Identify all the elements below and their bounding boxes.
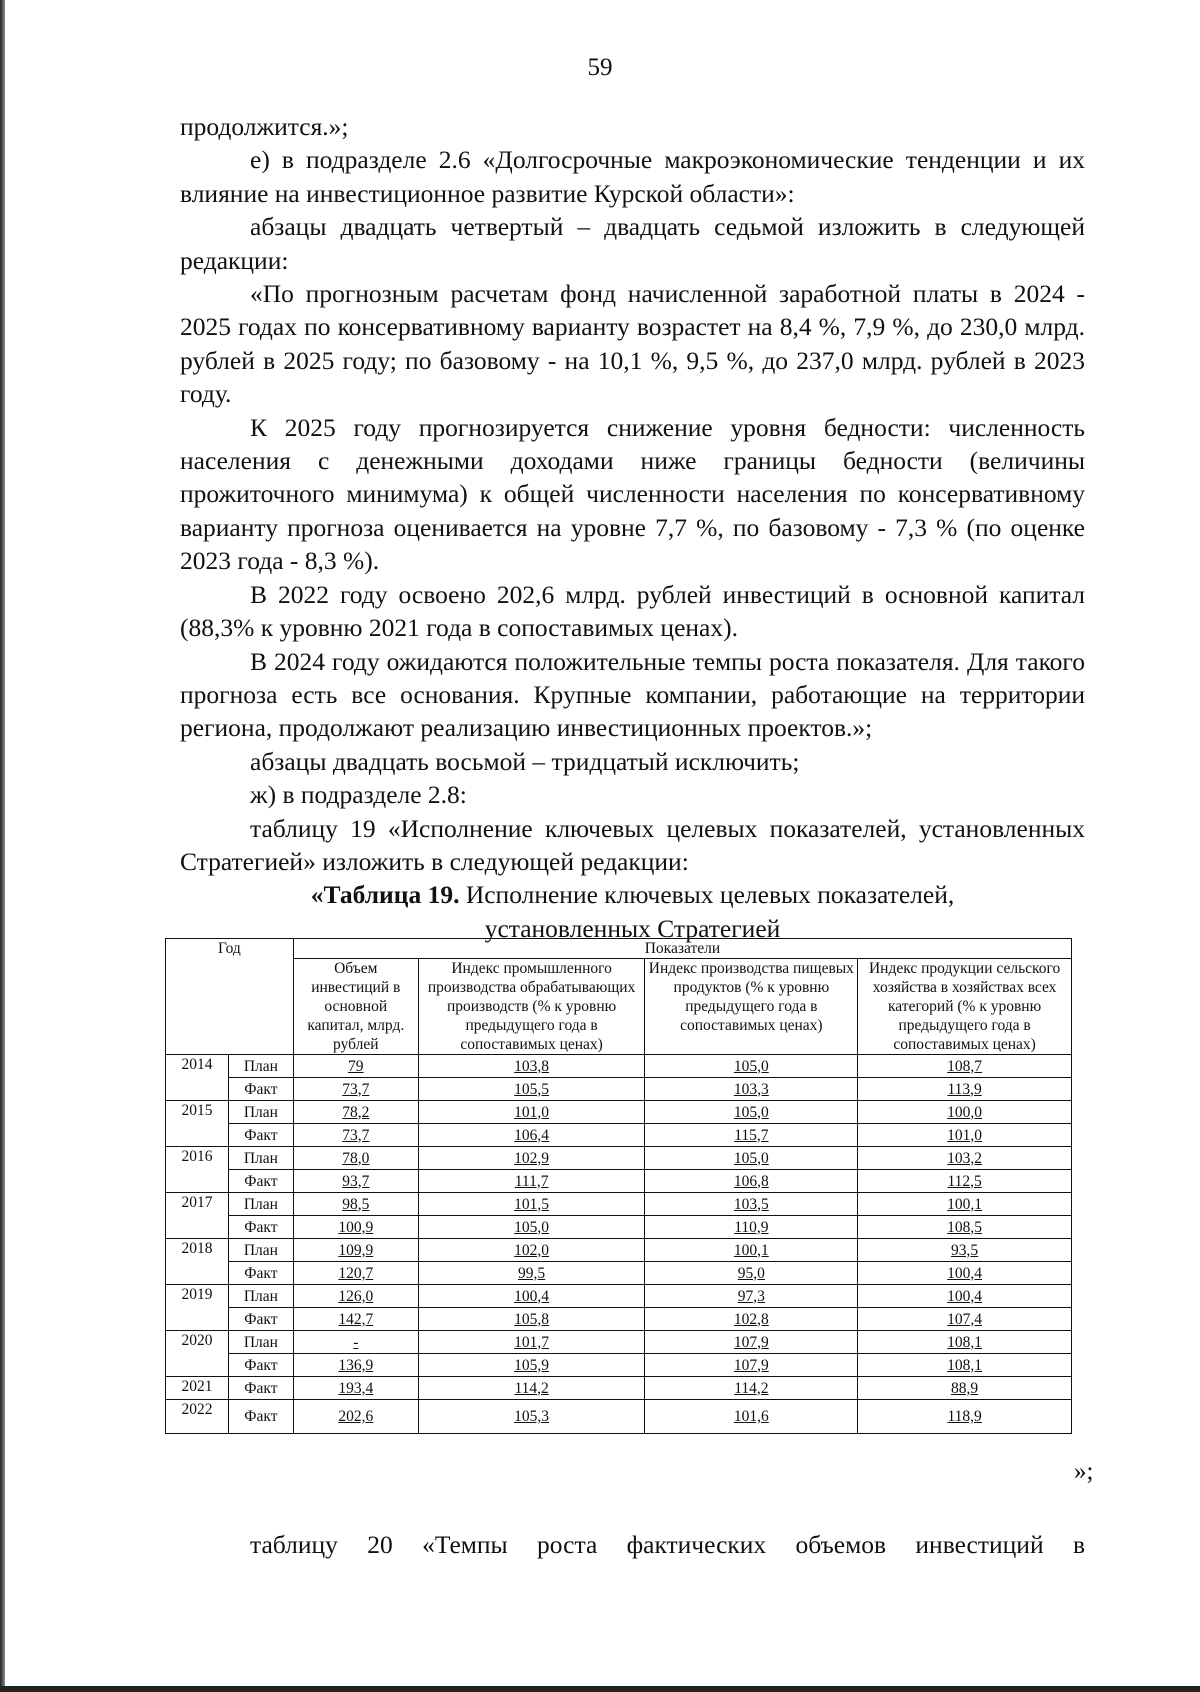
- value-cell: -: [293, 1331, 418, 1354]
- table-row: [166, 1285, 1072, 1308]
- scan-edge: [0, 0, 5, 1692]
- value-cell: 114,2: [418, 1377, 645, 1400]
- value-cell: 97,3: [645, 1285, 858, 1308]
- plan-fact-cell: Факт: [228, 1124, 293, 1147]
- body-text: [180, 110, 1085, 945]
- value-cell: 108,1: [858, 1354, 1072, 1377]
- value-cell: 120,7: [293, 1262, 418, 1285]
- value-cell: 115,7: [645, 1124, 858, 1147]
- value-cell: 109,9: [293, 1239, 418, 1262]
- value-cell: 105,0: [645, 1147, 858, 1170]
- table-caption-line1: Исполнение ключевых целевых показателей,: [459, 880, 955, 910]
- table-caption-line2: установленных Стратегией: [484, 913, 781, 943]
- value-cell: 126,0: [293, 1285, 418, 1308]
- value-cell: 88,9: [858, 1377, 1072, 1400]
- scan-bottom-edge: [0, 1686, 1200, 1692]
- paragraph: К 2025 году прогнозируется снижение уровня бедности: численность населения с денежными доходами ниже границы бедности (величины прожиточного минимума) к общей численности населения по консервативному варианту прогноза оценивается на уровне 7,7 %, по базовому - 7,3 % (по оценке 2023 года - 8,3 %).: [180, 412, 1085, 576]
- closing-quote: »;: [1074, 1458, 1094, 1485]
- value-cell: 108,7: [858, 1055, 1072, 1078]
- value-cell: 100,9: [293, 1216, 418, 1239]
- year-cell: 2021: [166, 1377, 229, 1400]
- value-cell: 93,7: [293, 1170, 418, 1193]
- value-cell: 193,4: [293, 1377, 418, 1400]
- column-header: Индекс производства пищевых продуктов (% к уровню предыдущего года в сопоставимых ценах): [645, 959, 858, 1055]
- value-cell: 142,7: [293, 1308, 418, 1331]
- plan-fact-cell: План: [228, 1055, 293, 1078]
- value-cell: 100,4: [418, 1285, 645, 1308]
- value-cell: 100,4: [858, 1262, 1072, 1285]
- value-cell: 101,7: [418, 1331, 645, 1354]
- value-cell: 101,6: [645, 1400, 858, 1434]
- table-row: [166, 1055, 1072, 1078]
- value-cell: 105,0: [645, 1055, 858, 1078]
- column-header: Индекс промышленного производства обрабатывающих производств (% к уровню предыдущего года в сопоставимых ценах): [418, 959, 645, 1055]
- value-cell: 100,0: [858, 1101, 1072, 1124]
- column-header: Объем инвестиций в основной капитал, млрд. рублей: [293, 959, 418, 1055]
- value-cell: 103,2: [858, 1147, 1072, 1170]
- value-cell: 95,0: [645, 1262, 858, 1285]
- value-cell: 105,0: [645, 1101, 858, 1124]
- paragraph: продолжится.»;: [180, 112, 349, 141]
- plan-fact-cell: План: [228, 1147, 293, 1170]
- table-row: [166, 1308, 1072, 1331]
- value-cell: 100,1: [645, 1239, 858, 1262]
- plan-fact-cell: План: [228, 1285, 293, 1308]
- paragraph: таблицу 19 «Исполнение ключевых целевых показателей, установленных Стратегией» изложить в следующей редакции:: [180, 813, 1085, 876]
- table-row: [166, 1101, 1072, 1124]
- paragraph: В 2024 году ожидаются положительные темпы роста показателя. Для такого прогноза есть все основания. Крупные компании, работающие на территории региона, продолжают реализацию инвестиционных проектов.»;: [180, 646, 1085, 743]
- table-row: [166, 1124, 1072, 1147]
- value-cell: 99,5: [418, 1262, 645, 1285]
- value-cell: 105,9: [418, 1354, 645, 1377]
- value-cell: 105,5: [418, 1078, 645, 1101]
- value-cell: 110,9: [645, 1216, 858, 1239]
- value-cell: 105,0: [418, 1216, 645, 1239]
- year-cell: 2017: [166, 1193, 229, 1239]
- value-cell: 103,8: [418, 1055, 645, 1078]
- value-cell: 101,0: [858, 1124, 1072, 1147]
- table-row: [166, 1193, 1072, 1216]
- plan-fact-cell: Факт: [228, 1262, 293, 1285]
- value-cell: 93,5: [858, 1239, 1072, 1262]
- plan-fact-cell: Факт: [228, 1216, 293, 1239]
- plan-fact-cell: Факт: [228, 1170, 293, 1193]
- value-cell: 101,5: [418, 1193, 645, 1216]
- value-cell: 102,8: [645, 1308, 858, 1331]
- paragraph: ж) в подразделе 2.8:: [250, 780, 467, 810]
- value-cell: 108,1: [858, 1331, 1072, 1354]
- paragraph-continuation: таблицу 20 «Темпы роста фактических объемов инвестиций в: [250, 1530, 1085, 1559]
- year-cell: 2020: [166, 1331, 229, 1377]
- value-cell: 107,9: [645, 1331, 858, 1354]
- value-cell: 78,0: [293, 1147, 418, 1170]
- column-header: Индекс продукции сельского хозяйства в хозяйствах всех категорий (% к уровню предыдущего года в сопоставимых ценах): [858, 959, 1072, 1055]
- value-cell: 107,4: [858, 1308, 1072, 1331]
- paragraph: «По прогнозным расчетам фонд начисленной заработной платы в 2024 - 2025 годах по консервативному варианту возрастет на 8,4 %, 7,9 %, до 230,0 млрд. рублей в 2025 году; по базовому - на 10,1 %, 9,5 %, до 237,0 млрд. рублей в 2023 году.: [180, 279, 1085, 409]
- page-number: 59: [587, 54, 613, 81]
- value-cell: 103,5: [645, 1193, 858, 1216]
- value-cell: 118,9: [858, 1400, 1072, 1434]
- value-cell: 106,4: [418, 1124, 645, 1147]
- value-cell: 102,0: [418, 1239, 645, 1262]
- table-row: [166, 1354, 1072, 1377]
- year-header: Год: [166, 939, 294, 1055]
- paragraph: абзацы двадцать четвертый – двадцать седьмой изложить в следующей редакции:: [180, 212, 1085, 275]
- value-cell: 105,3: [418, 1400, 645, 1434]
- value-cell: 102,9: [418, 1147, 645, 1170]
- table-row: [166, 1331, 1072, 1354]
- value-cell: 100,4: [858, 1285, 1072, 1308]
- table-row: [166, 1239, 1072, 1262]
- value-cell: 108,5: [858, 1216, 1072, 1239]
- table-row: [166, 1400, 1072, 1434]
- plan-fact-cell: План: [228, 1101, 293, 1124]
- year-cell: 2018: [166, 1239, 229, 1285]
- indicators-table: [165, 938, 1072, 1434]
- table-caption-label: «Таблица 19.: [310, 880, 460, 910]
- value-cell: 73,7: [293, 1124, 418, 1147]
- paragraph: абзацы двадцать восьмой – тридцатый исключить;: [250, 746, 800, 776]
- value-cell: 100,1: [858, 1193, 1072, 1216]
- year-cell: 2016: [166, 1147, 229, 1193]
- value-cell: 107,9: [645, 1354, 858, 1377]
- value-cell: 101,0: [418, 1101, 645, 1124]
- value-cell: 79: [293, 1055, 418, 1078]
- table-row: [166, 1377, 1072, 1400]
- year-cell: 2014: [166, 1055, 229, 1101]
- value-cell: 78,2: [293, 1101, 418, 1124]
- plan-fact-cell: Факт: [228, 1308, 293, 1331]
- indicators-header: Показатели: [293, 939, 1071, 959]
- value-cell: 98,5: [293, 1193, 418, 1216]
- year-cell: 2022: [166, 1400, 229, 1434]
- value-cell: 112,5: [858, 1170, 1072, 1193]
- value-cell: 105,8: [418, 1308, 645, 1331]
- table-row: [166, 1170, 1072, 1193]
- table-row: [166, 1147, 1072, 1170]
- value-cell: 113,9: [858, 1078, 1072, 1101]
- plan-fact-cell: План: [228, 1331, 293, 1354]
- plan-fact-cell: План: [228, 1239, 293, 1262]
- value-cell: 111,7: [418, 1170, 645, 1193]
- table-row: [166, 1078, 1072, 1101]
- table-caption: [180, 878, 1085, 911]
- paragraph: В 2022 году освоено 202,6 млрд. рублей инвестиций в основной капитал (88,3% к уровню 2021 года в сопоставимых ценах).: [180, 579, 1085, 643]
- plan-fact-cell: Факт: [228, 1354, 293, 1377]
- year-cell: 2015: [166, 1101, 229, 1147]
- value-cell: 103,3: [645, 1078, 858, 1101]
- year-cell: 2019: [166, 1285, 229, 1331]
- plan-fact-cell: Факт: [228, 1078, 293, 1101]
- plan-fact-cell: Факт: [228, 1377, 293, 1400]
- value-cell: 114,2: [645, 1377, 858, 1400]
- paragraph: е) в подразделе 2.6 «Долгосрочные макроэкономические тенденции и их влияние на инвестиционное развитие Курской области»:: [180, 145, 1085, 208]
- table-row: [166, 1216, 1072, 1239]
- value-cell: 136,9: [293, 1354, 418, 1377]
- value-cell: 106,8: [645, 1170, 858, 1193]
- plan-fact-cell: План: [228, 1193, 293, 1216]
- plan-fact-cell: Факт: [228, 1400, 293, 1434]
- value-cell: 202,6: [293, 1400, 418, 1434]
- value-cell: 73,7: [293, 1078, 418, 1101]
- table-row: [166, 1262, 1072, 1285]
